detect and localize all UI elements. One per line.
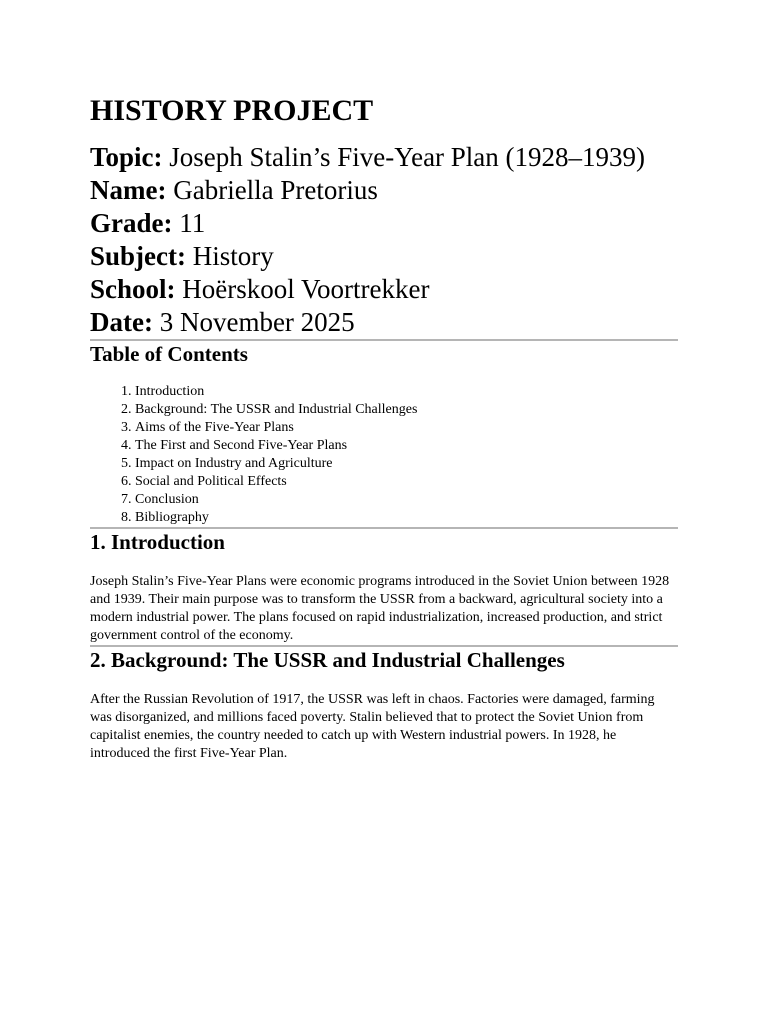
toc-item: 1. Introduction bbox=[135, 383, 678, 401]
name-row bbox=[90, 174, 678, 207]
toc-heading: Table of Contents bbox=[90, 342, 248, 366]
subject-value: History bbox=[192, 241, 274, 271]
grade-label: Grade: bbox=[90, 208, 173, 238]
date-label: Date: bbox=[90, 307, 153, 337]
section-body-introduction: Joseph Stalin’s Five-Year Plans were economic programs introduced in the Soviet Union between 1928 and 1939. Their main purpose was to transform the USSR from a backward, agricultural society into a modern industrial power. The plans focused on rapid industrialization, increased production, and strict government control of the economy. bbox=[90, 574, 670, 643]
grade-value: 11 bbox=[179, 208, 206, 238]
subject-row bbox=[90, 240, 678, 273]
section-body-background: After the Russian Revolution of 1917, the USSR was left in chaos. Factories were damaged, farming was disorganized, and millions faced poverty. Stalin believed that to protect the Soviet Union from capitalist enemies, the country needed to catch up with Western industrial powers. In 1928, he introduced the first Five-Year Plan. bbox=[90, 692, 655, 761]
school-value: Hoërskool Voortrekker bbox=[182, 274, 430, 304]
toc-item: 5. Impact on Industry and Agriculture bbox=[135, 455, 678, 473]
toc-item: 4. The First and Second Five-Year Plans bbox=[135, 437, 678, 455]
date-row bbox=[90, 306, 678, 339]
topic-value: Joseph Stalin’s Five-Year Plan (1928–1939) bbox=[169, 142, 646, 172]
name-label: Name: bbox=[90, 175, 167, 205]
school-label: School: bbox=[90, 274, 176, 304]
toc-item: 6. Social and Political Effects bbox=[135, 473, 678, 491]
document-title: HISTORY PROJECT bbox=[90, 94, 374, 127]
school-row bbox=[90, 273, 678, 306]
toc-item: 2. Background: The USSR and Industrial Challenges bbox=[135, 401, 678, 419]
table-of-contents bbox=[90, 383, 678, 527]
toc-item: 7. Conclusion bbox=[135, 491, 678, 509]
topic-label: Topic: bbox=[90, 142, 163, 172]
toc-item: 3. Aims of the Five-Year Plans bbox=[135, 419, 678, 437]
grade-row bbox=[90, 207, 678, 240]
section-heading-background: 2. Background: The USSR and Industrial Challenges bbox=[90, 648, 565, 672]
toc-item: 8. Bibliography bbox=[135, 509, 678, 527]
subject-label: Subject: bbox=[90, 241, 186, 271]
name-value: Gabriella Pretorius bbox=[173, 175, 378, 205]
project-details bbox=[90, 141, 678, 339]
topic-row bbox=[90, 141, 678, 174]
section-heading-introduction: 1. Introduction bbox=[90, 530, 225, 554]
date-value: 3 November 2025 bbox=[159, 307, 355, 337]
